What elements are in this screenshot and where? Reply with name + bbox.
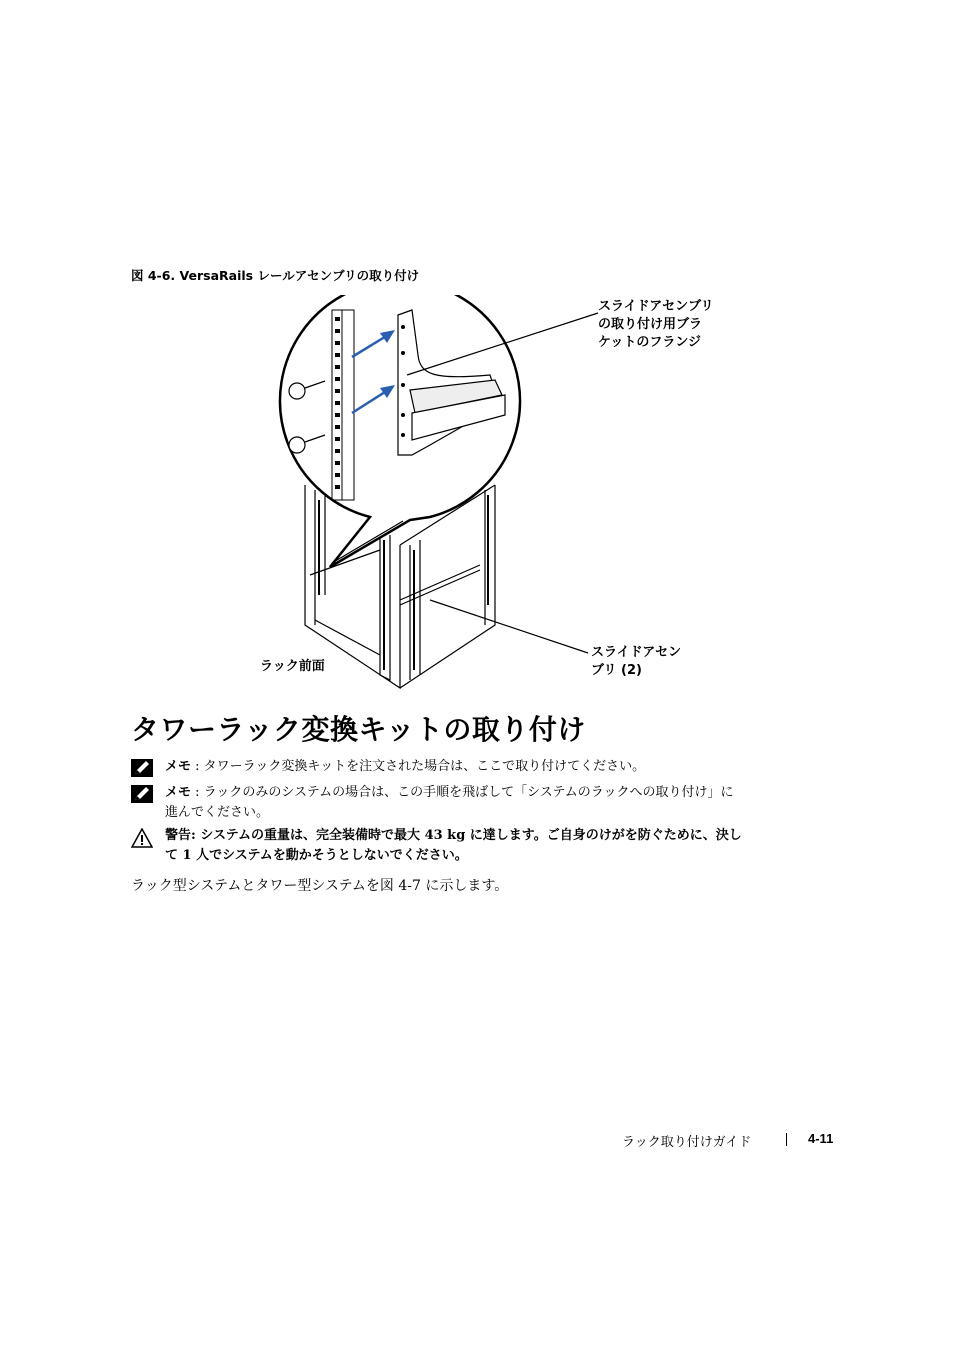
rack-rail-illustration xyxy=(270,295,750,695)
callout-flange-line-3: ケットのフランジ xyxy=(598,335,702,350)
footer-title: ラック取り付けガイド xyxy=(622,1135,752,1150)
note-2 xyxy=(131,783,751,825)
warning-label: 警告 xyxy=(165,828,192,843)
note-2-text xyxy=(165,783,745,823)
footer-separator xyxy=(786,1133,787,1146)
note-2-label: メモ xyxy=(165,785,192,800)
warning-body: : システムの重量は、完全装備時で最大 43 kg に達します。ご自身のけがを防ぐために、決して 1 人でシステムを動かそうとしないでください。 xyxy=(165,828,742,863)
warning xyxy=(131,826,751,868)
figure-caption: 図 4-6. VersaRails レールアセンブリの取り付け xyxy=(131,268,420,283)
note-1 xyxy=(131,757,751,779)
page-number: 4-11 xyxy=(808,1131,834,1146)
note-pencil-icon xyxy=(131,759,153,777)
note-1-body: : タワーラック変換キットを注文された場合は、ここで取り付けてください。 xyxy=(191,759,646,774)
note-1-label: メモ xyxy=(165,759,192,774)
callout-flange xyxy=(598,298,714,352)
callout-slide-line-1: スライドアセン xyxy=(591,645,682,660)
callout-flange-line-2: の取り付け用ブラ xyxy=(598,317,703,332)
note-1-text xyxy=(165,757,745,777)
warning-triangle-icon xyxy=(131,828,153,848)
callout-slide-line-2: ブリ (2) xyxy=(591,663,642,678)
body-paragraph: ラック型システムとタワー型システムを図 4-7 に示します。 xyxy=(131,878,509,894)
callout-slide-assembly xyxy=(591,644,681,680)
callout-rack-front: ラック前面 xyxy=(260,659,325,674)
note-2-body: : ラックのみのシステムの場合は、この手順を飛ばして「システムのラックへの取り付け」に進んでください。 xyxy=(165,785,734,820)
rail-post-holes xyxy=(335,317,340,489)
leader-slide xyxy=(430,600,588,653)
note-pencil-icon xyxy=(131,785,153,803)
section-heading: タワーラック変換キットの取り付け xyxy=(131,713,586,746)
warning-text xyxy=(165,826,745,866)
callout-flange-line-1: スライドアセンブリ xyxy=(598,299,714,314)
